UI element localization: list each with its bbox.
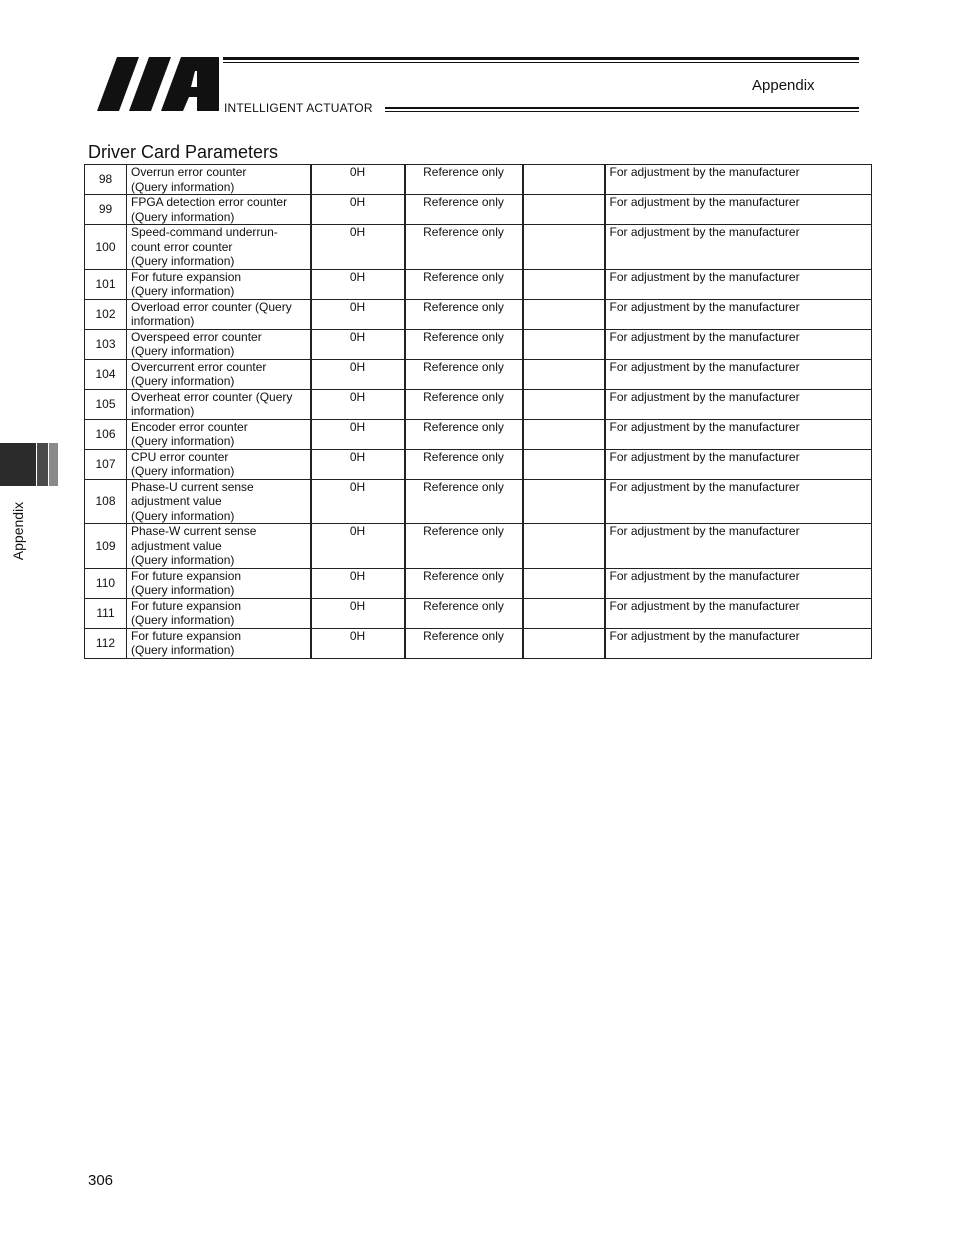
param-unit: Reference only (405, 449, 523, 479)
param-initial-value: 0H (311, 329, 405, 359)
param-name-line: (Query information) (131, 464, 235, 478)
param-number: 103 (85, 329, 127, 359)
table-row (85, 195, 872, 225)
param-name (127, 568, 311, 598)
param-name-line: Phase-U current sense (131, 479, 254, 494)
param-initial-value: 0H (311, 299, 405, 329)
param-remarks: For adjustment by the manufacturer (605, 568, 872, 598)
param-unit: Reference only (405, 568, 523, 598)
param-name-line: (Query information) (131, 374, 235, 388)
table-body (85, 165, 872, 659)
param-remarks: For adjustment by the manufacturer (605, 269, 872, 299)
side-tab-block-light (49, 443, 58, 486)
param-input-range (523, 225, 605, 270)
param-number: 109 (85, 524, 127, 569)
table-row (85, 419, 872, 449)
table-row (85, 389, 872, 419)
param-unit: Reference only (405, 524, 523, 569)
param-unit: Reference only (405, 598, 523, 628)
param-input-range (523, 329, 605, 359)
param-input-range (523, 389, 605, 419)
param-input-range (523, 449, 605, 479)
param-name-line: Encoder error counter (131, 419, 248, 434)
param-remarks: For adjustment by the manufacturer (605, 449, 872, 479)
param-name-line: (Query information) (131, 434, 235, 448)
param-initial-value: 0H (311, 449, 405, 479)
param-initial-value: 0H (311, 628, 405, 658)
param-name-line: Overcurrent error counter (131, 359, 267, 374)
table-row (85, 329, 872, 359)
param-name-line: (Query information) (131, 209, 235, 224)
param-name (127, 449, 311, 479)
param-name-line: (Query information) (131, 284, 235, 298)
param-name-line: (Query information) (131, 613, 235, 627)
param-name-line: For future expansion (131, 568, 242, 583)
table-row (85, 524, 872, 569)
param-number: 99 (85, 195, 127, 225)
param-name (127, 269, 311, 299)
param-name-line: For future expansion (131, 269, 242, 284)
param-remarks: For adjustment by the manufacturer (605, 479, 872, 524)
param-name-line: Phase-W current sense (131, 524, 257, 538)
param-number: 107 (85, 449, 127, 479)
param-name (127, 419, 311, 449)
table-row (85, 359, 872, 389)
param-number: 112 (85, 628, 127, 658)
param-name (127, 524, 311, 569)
param-input-range (523, 524, 605, 569)
table-row (85, 598, 872, 628)
header-rule-top-thin (223, 62, 859, 63)
param-number: 100 (85, 225, 127, 270)
param-name-line: Overspeed error counter (131, 329, 262, 344)
param-name-line: (Query information) (131, 254, 235, 268)
param-remarks: For adjustment by the manufacturer (605, 329, 872, 359)
table-row (85, 165, 872, 195)
iai-logo (97, 57, 219, 111)
side-tab-block (0, 443, 36, 486)
param-name-line: CPU error counter (131, 449, 229, 464)
param-unit: Reference only (405, 165, 523, 195)
param-name (127, 165, 311, 195)
param-number: 101 (85, 269, 127, 299)
param-initial-value: 0H (311, 598, 405, 628)
param-input-range (523, 598, 605, 628)
param-input-range (523, 165, 605, 195)
param-number: 102 (85, 299, 127, 329)
param-unit: Reference only (405, 628, 523, 658)
param-initial-value: 0H (311, 419, 405, 449)
table-row (85, 568, 872, 598)
param-remarks: For adjustment by the manufacturer (605, 165, 872, 195)
param-number: 105 (85, 389, 127, 419)
param-name-line: (Query information) (131, 553, 235, 567)
param-input-range (523, 628, 605, 658)
param-name-line: information) (131, 404, 195, 418)
table-row (85, 628, 872, 658)
param-input-range (523, 359, 605, 389)
param-unit: Reference only (405, 479, 523, 524)
driver-card-parameters-table (84, 164, 872, 659)
param-initial-value: 0H (311, 269, 405, 299)
param-remarks: For adjustment by the manufacturer (605, 299, 872, 329)
param-name-line: (Query information) (131, 643, 235, 657)
param-name-line: (Query information) (131, 508, 235, 523)
param-name-line: (Query information) (131, 179, 235, 194)
table-row (85, 269, 872, 299)
header-rule-bottom-thin (385, 111, 859, 112)
param-remarks: For adjustment by the manufacturer (605, 628, 872, 658)
param-number: 104 (85, 359, 127, 389)
param-initial-value: 0H (311, 165, 405, 195)
param-initial-value: 0H (311, 389, 405, 419)
param-number: 110 (85, 568, 127, 598)
param-initial-value: 0H (311, 225, 405, 270)
param-input-range (523, 479, 605, 524)
header-rule-top (223, 57, 859, 60)
param-name (127, 195, 311, 225)
param-name-line: Speed-command underrun- (131, 225, 278, 239)
brand-name: INTELLIGENT ACTUATOR (224, 101, 373, 115)
param-unit: Reference only (405, 299, 523, 329)
table-row (85, 449, 872, 479)
param-name (127, 479, 311, 524)
param-input-range (523, 568, 605, 598)
param-number: 111 (85, 598, 127, 628)
param-name-line: For future expansion (131, 598, 242, 613)
param-name (127, 598, 311, 628)
param-name-line: For future expansion (131, 628, 242, 643)
param-name (127, 359, 311, 389)
header-section-label: Appendix (752, 77, 815, 94)
param-name (127, 299, 311, 329)
param-unit: Reference only (405, 225, 523, 270)
param-unit: Reference only (405, 359, 523, 389)
param-remarks: For adjustment by the manufacturer (605, 195, 872, 225)
side-tab-block-mid (37, 443, 48, 486)
param-number: 98 (85, 165, 127, 195)
param-name-line: Overrun error counter (131, 165, 247, 179)
param-name-line: count error counter (131, 239, 233, 254)
param-input-range (523, 299, 605, 329)
param-remarks: For adjustment by the manufacturer (605, 419, 872, 449)
param-name-line: FPGA detection error counter (131, 195, 288, 209)
param-remarks: For adjustment by the manufacturer (605, 598, 872, 628)
param-number: 108 (85, 479, 127, 524)
param-name (127, 329, 311, 359)
side-tab-label: Appendix (10, 501, 26, 561)
param-initial-value: 0H (311, 524, 405, 569)
param-initial-value: 0H (311, 359, 405, 389)
table-row (85, 479, 872, 524)
param-input-range (523, 269, 605, 299)
param-name-line: adjustment value (131, 538, 222, 553)
param-number: 106 (85, 419, 127, 449)
param-initial-value: 0H (311, 195, 405, 225)
param-initial-value: 0H (311, 568, 405, 598)
param-name-line: (Query information) (131, 583, 235, 597)
param-name-line: Overheat error counter (Query (131, 389, 293, 404)
param-unit: Reference only (405, 389, 523, 419)
param-name (127, 389, 311, 419)
param-name (127, 628, 311, 658)
param-name-line: Overload error counter (Query (131, 299, 292, 314)
param-name-line: adjustment value (131, 494, 222, 508)
table-row (85, 225, 872, 270)
param-remarks: For adjustment by the manufacturer (605, 225, 872, 270)
param-name-line: (Query information) (131, 344, 235, 358)
param-initial-value: 0H (311, 479, 405, 524)
param-unit: Reference only (405, 419, 523, 449)
param-unit: Reference only (405, 195, 523, 225)
param-remarks: For adjustment by the manufacturer (605, 389, 872, 419)
page-number: 306 (88, 1172, 114, 1189)
param-unit: Reference only (405, 329, 523, 359)
page-title: Driver Card Parameters (88, 142, 279, 162)
param-unit: Reference only (405, 269, 523, 299)
param-remarks: For adjustment by the manufacturer (605, 359, 872, 389)
header-rule-bottom (385, 107, 859, 109)
param-input-range (523, 419, 605, 449)
param-remarks: For adjustment by the manufacturer (605, 524, 872, 569)
param-name (127, 225, 311, 270)
table-row (85, 299, 872, 329)
param-name-line: information) (131, 314, 195, 328)
param-input-range (523, 195, 605, 225)
